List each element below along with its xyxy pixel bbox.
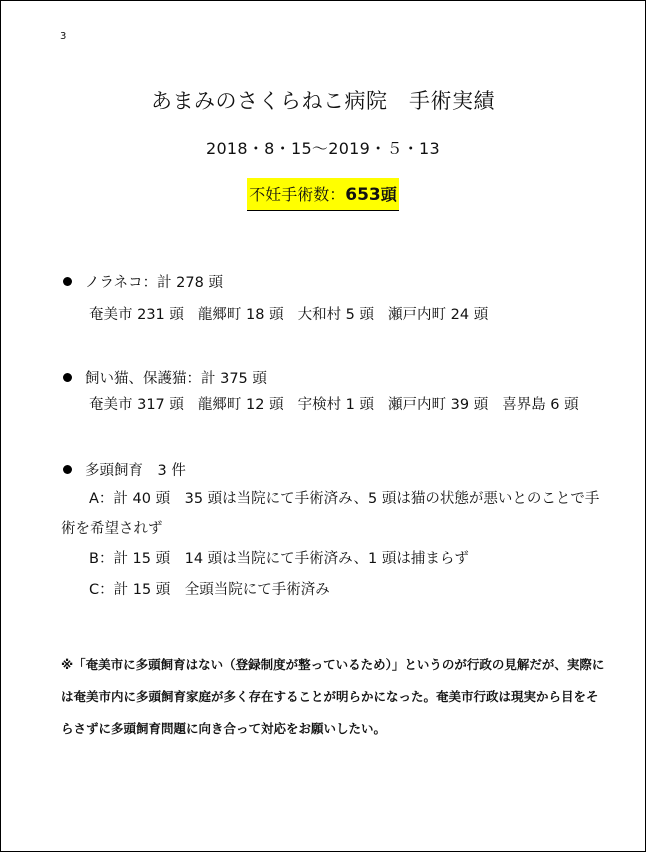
case-c: C：計 15 頭 全頭当院にて手術済み xyxy=(89,582,330,598)
pets-area: 宇検村 1 頭 xyxy=(297,397,375,413)
case-a-line1: A：計 40 頭 35 頭は当院にて手術済み、5 頭は猫の状態が悪いとのことで手 xyxy=(89,491,600,507)
multi-heading: 多頭飼育 3 件 xyxy=(85,462,186,479)
pets-areas xyxy=(61,392,601,418)
section-multi xyxy=(61,457,601,603)
page-title: あまみのさくらねこ病院 手術実績 xyxy=(151,89,495,113)
note-line: ※「奄美市に多頭飼育はない（登録制度が整っているため）」というのが行政の見解だが、実際に xyxy=(61,657,605,672)
total-label: 不妊手術数： xyxy=(249,185,346,204)
total-highlight xyxy=(247,178,399,211)
period: 2018・8・15～2019・５・13 xyxy=(205,139,441,158)
stray-area: 瀬戸内町 24 頭 xyxy=(388,307,489,323)
note xyxy=(61,649,605,745)
case-a-line2: 術を希望されず xyxy=(61,521,163,537)
stray-heading: ノラネコ：計 278 頭 xyxy=(85,274,223,291)
total-surgeries xyxy=(1,178,645,211)
note-line: らさずに多頭飼育問題に向き合って対応をお願いしたい。 xyxy=(61,721,387,736)
pets-area: 喜界島 6 頭 xyxy=(502,397,579,413)
bullet-icon xyxy=(63,465,72,474)
pets-area: 龍郷町 12 頭 xyxy=(197,397,284,413)
pets-area: 奄美市 317 頭 xyxy=(89,397,184,413)
stray-area: 奄美市 231 頭 xyxy=(89,307,184,323)
total-unit: 頭 xyxy=(380,185,397,204)
stray-area: 大和村 5 頭 xyxy=(297,307,375,323)
pets-heading: 飼い猫、保護猫：計 375 頭 xyxy=(85,370,267,387)
stray-area: 龍郷町 18 頭 xyxy=(197,307,284,323)
section-pets xyxy=(61,365,601,418)
pets-area: 瀬戸内町 39 頭 xyxy=(388,397,489,413)
bullet-icon xyxy=(63,277,72,286)
note-line: は奄美市内に多頭飼育家庭が多く存在することが明らかになった。奄美市行政は現実から目をそ xyxy=(61,689,599,704)
total-number: 653 xyxy=(345,185,381,205)
page-number: 3 xyxy=(60,31,67,42)
section-stray xyxy=(61,269,601,328)
case-b: B：計 15 頭 14 頭は当院にて手術済み、1 頭は捕まらず xyxy=(89,551,469,567)
stray-areas xyxy=(61,302,601,328)
bullet-icon xyxy=(63,373,72,382)
